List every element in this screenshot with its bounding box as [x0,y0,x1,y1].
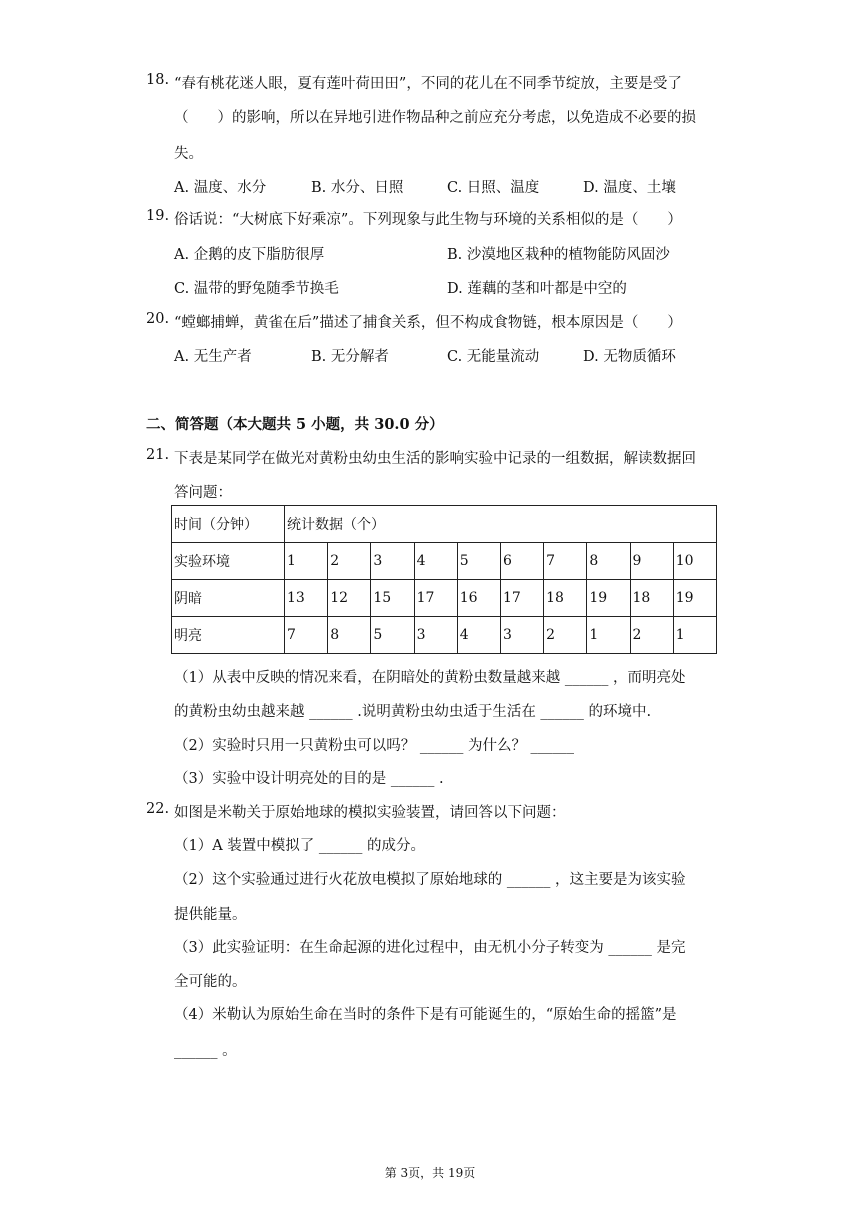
option-d: D. 温度、土壤 [583,180,676,196]
table-row [172,543,717,580]
question-text: （ ）的影响，所以在异地引进作物品种之前应充分考虑，以免造成不必要的损 [174,110,696,126]
option-b: B. 水分、日照 [311,180,404,196]
question-text: “春有桃花迷人眼，夏有莲叶荷田田”，不同的花儿在不同季节绽放，主要是受了 [174,76,682,92]
table-cell: 15 [371,580,414,617]
option-d: D. 无物质循环 [583,349,676,365]
question-number: 18. [146,72,170,88]
sub-question-text: （3）实验中设计明亮处的目的是 ______ . [174,771,444,787]
table-cell: 4 [414,543,457,580]
option-c: C. 温带的野兔随季节换毛 [174,281,339,297]
table-cell: 2 [544,617,587,654]
table-cell: 16 [457,580,500,617]
row-label: 明亮 [172,617,285,654]
row-label: 阴暗 [172,580,285,617]
sub-question-text: （1）A 装置中模拟了 ______ 的成分。 [174,838,426,854]
question-number: 22. [146,801,170,817]
table-cell: 18 [630,580,673,617]
table-cell: 7 [285,617,328,654]
table-cell: 1 [673,617,716,654]
table-cell: 1 [587,617,630,654]
table-cell: 19 [673,580,716,617]
option-b: B. 沙漠地区栽种的植物能防风固沙 [447,247,670,263]
table-cell: 5 [457,543,500,580]
table-cell: 2 [328,543,371,580]
table-cell: 4 [457,617,500,654]
option-c: C. 无能量流动 [447,349,540,365]
data-table [171,505,717,654]
table-header-cell: 实验环境 [172,543,285,580]
sub-question-text: （3）此实验证明：在生命起源的进化过程中，由无机小分子转变为 ______ 是完 [174,940,686,956]
option-a: A. 企鹅的皮下脂肪很厚 [174,247,325,263]
table-cell: 8 [587,543,630,580]
table-cell: 5 [371,617,414,654]
sub-question-text: 全可能的。 [174,974,247,990]
question-text: 答问题： [174,485,232,501]
sub-question-text: （2）这个实验通过进行火花放电模拟了原始地球的 ______ ，这主要是为该实验 [174,872,686,888]
table-cell: 12 [328,580,371,617]
sub-question-text: 的黄粉虫幼虫越来越 ______ .说明黄粉虫幼虫适于生活在 ______ 的环境中. [174,704,652,720]
table-cell: 3 [500,617,543,654]
question-text: 俗话说：“大树底下好乘凉”。下列现象与此生物与环境的关系相似的是（ ） [174,212,682,228]
option-a: A. 无生产者 [174,349,252,365]
table-cell: 7 [544,543,587,580]
table-cell: 1 [285,543,328,580]
sub-question-text: （4）米勒认为原始生命在当时的条件下是有可能诞生的，“原始生命的摇篮”是 [174,1007,677,1023]
table-row [172,506,717,543]
table-cell: 2 [630,617,673,654]
option-b: B. 无分解者 [311,349,389,365]
sub-question-text: 提供能量。 [174,907,247,923]
option-d: D. 莲藕的茎和叶都是中空的 [447,281,627,297]
table-cell: 10 [673,543,716,580]
question-number: 19. [146,208,170,224]
table-cell: 3 [371,543,414,580]
table-cell: 17 [500,580,543,617]
question-text: 失。 [174,146,203,162]
table-cell: 19 [587,580,630,617]
sub-question-text: ______ 。 [174,1043,237,1059]
table-cell: 13 [285,580,328,617]
question-number: 20. [146,311,170,327]
table-row [172,617,717,654]
table-row [172,580,717,617]
question-text: 下表是某同学在做光对黄粉虫幼虫生活的影响实验中记录的一组数据，解读数据回 [174,451,696,467]
table-cell: 3 [414,617,457,654]
option-c: C. 日照、温度 [447,180,540,196]
question-number: 21. [146,447,170,463]
table-header-cell: 时间（分钟） [172,506,285,543]
table-cell: 6 [500,543,543,580]
question-text: 如图是米勒关于原始地球的模拟实验装置，请回答以下问题： [174,805,566,821]
sub-question-text: （2）实验时只用一只黄粉虫可以吗？ ______ 为什么？ ______ [174,738,575,754]
table-cell: 9 [630,543,673,580]
section-heading: 二、简答题（本大题共 5 小题，共 30.0 分） [146,416,444,433]
question-text: “螳螂捕蝉，黄雀在后”描述了捕食关系，但不构成食物链，根本原因是（ ） [174,315,682,331]
option-a: A. 温度、水分 [174,180,267,196]
page-footer: 第 3页，共 19页 [384,1166,476,1180]
table-cell: 17 [414,580,457,617]
table-header-cell: 统计数据（个） [285,506,717,543]
table-cell: 8 [328,617,371,654]
sub-question-text: （1）从表中反映的情况来看，在阴暗处的黄粉虫数量越来越 ______ ，而明亮处 [174,670,686,686]
table-cell: 18 [544,580,587,617]
